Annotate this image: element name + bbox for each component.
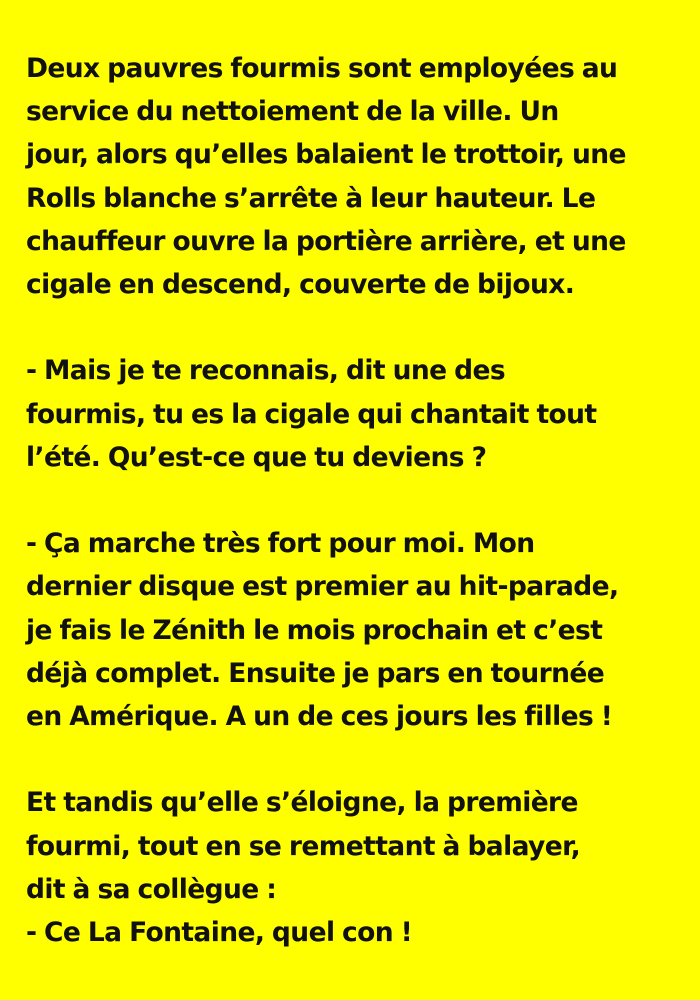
text-line: dernier disque est premier au hit-parade, — [26, 571, 619, 603]
text-line: Deux pauvres fourmis sont employées au — [26, 53, 618, 84]
paragraph-punchline — [26, 781, 686, 954]
text-line: déjà complet. Ensuite je pars en tournée — [26, 657, 605, 689]
text-line: - Ce La Fontaine, quel con ! — [26, 917, 413, 949]
text-line: dit à sa collègue : — [26, 873, 277, 905]
text-line: fourmis, tu es la cigale qui chantait tout — [26, 398, 597, 430]
text-line: je fais le Zénith le mois prochain et c’est — [26, 614, 603, 646]
paragraph-cicada-answer — [26, 522, 686, 738]
text-line: service du nettoiement de la ville. Un — [26, 96, 559, 128]
text-line: - Mais je te reconnais, dit une des — [26, 355, 506, 387]
text-line: cigale en descend, couverte de bijoux. — [26, 269, 575, 301]
text-line: fourmi, tout en se remettant à balayer, — [26, 830, 581, 862]
paragraph-ant-question — [26, 349, 686, 479]
paragraph-intro — [26, 47, 686, 306]
text-line: en Amérique. A un de ces jours les filles ! — [26, 701, 613, 733]
text-line: Et tandis qu’elle s’éloigne, la première — [26, 787, 578, 819]
text-line: chauffeur ouvre la portière arrière, et une — [26, 225, 626, 257]
text-line: - Ça marche très fort pour moi. Mon — [26, 528, 535, 560]
joke-text — [26, 47, 686, 997]
text-line: l’été. Qu’est-ce que tu deviens ? — [26, 441, 487, 473]
text-line: jour, alors qu’elles balaient le trottoir, une — [26, 139, 626, 171]
text-line: Rolls blanche s’arrête à leur hauteur. Le — [26, 182, 596, 214]
